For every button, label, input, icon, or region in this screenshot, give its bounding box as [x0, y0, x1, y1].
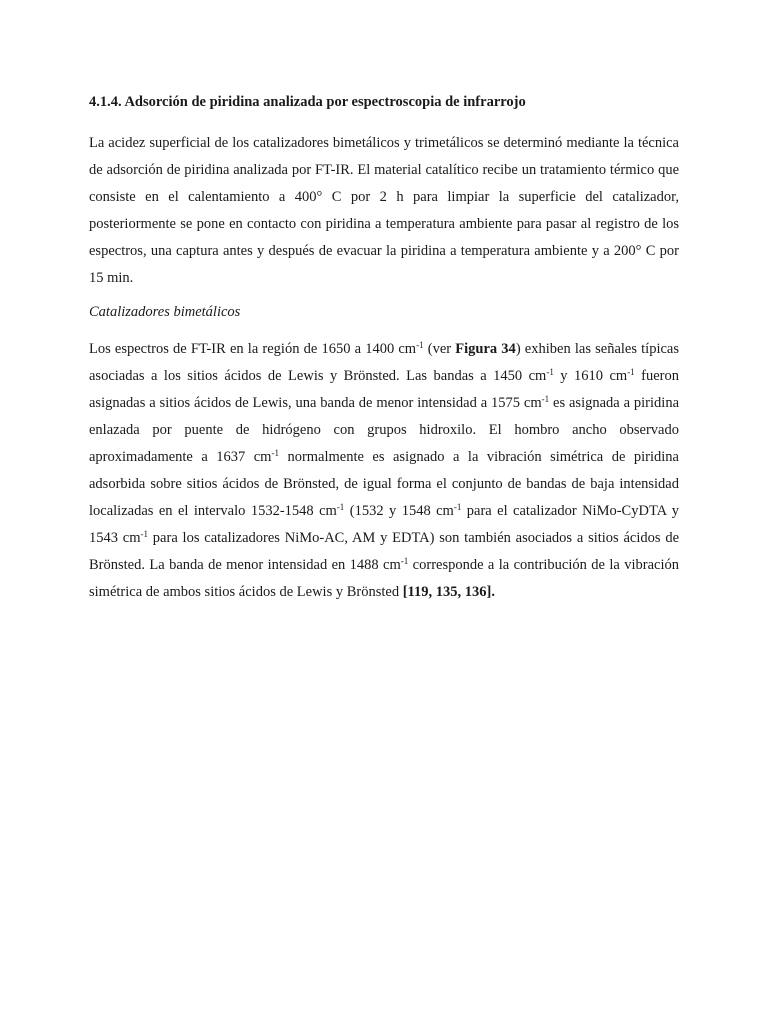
body-text-8: (1532 y 1548 cm: [344, 503, 454, 519]
superscript: -1: [546, 367, 554, 377]
intro-paragraph: La acidez superficial de los catalizadores bimetálicos y trimetálicos se determinó mediante la técnica de adsorción de piridina analizada por FT-IR. El material catalítico recibe un tratamiento térmico que consiste en el calentamiento a 400° C por 2 h para limpiar la superficie del catalizador, posteriormente se pone en contacto con piridina a temperatura ambiente para pasar al registro de los espectros, una captura antes y después de evacuar la piridina a temperatura ambiente y a 200° C por 15 min.: [89, 135, 679, 286]
body-text-1: Los espectros de FT-IR en la región de 1650 a 1400 cm: [89, 341, 417, 357]
section-heading: 4.1.4. Adsorción de piridina analizada por espectroscopia de infrarrojo: [89, 94, 526, 110]
body-text-5: fueron asignadas a sitios ácidos de Lewis, una banda de menor intensidad a 1575 cm: [89, 368, 679, 411]
superscript: -1: [140, 529, 149, 539]
superscript: -1: [336, 502, 345, 512]
body-text-11: corresponde a la contribución de la vibración simétrica de ambos sitios ácidos de Lewis y Brönsted: [89, 557, 679, 600]
subsection-heading: Catalizadores bimetálicos: [89, 304, 241, 320]
document-page: [89, 92, 679, 616]
body-text-6: es asignada a piridina enlazada por puente de hidrógeno con grupos hidroxilo. El hombro ancho observado aproximadamente a 1637 cm: [89, 395, 680, 465]
body-text-4: y 1610 cm: [553, 368, 628, 384]
superscript: -1: [541, 394, 550, 404]
body-paragraph: [89, 336, 679, 606]
superscript: -1: [453, 502, 462, 512]
body-text-7: normalmente es asignado a la vibración simétrica de piridina adsorbida sobre sitios ácidos de Brönsted, de igual forma el conjunto de bandas de baja intensidad localizadas en el intervalo 1532-1548 cm: [89, 449, 679, 519]
body-text-2: (ver: [423, 341, 456, 357]
body-text-9: para el catalizador NiMo-CyDTA y 1543 cm: [89, 503, 679, 546]
superscript: -1: [271, 448, 279, 458]
figure-reference: Figura 34: [455, 341, 516, 357]
superscript: -1: [400, 556, 409, 566]
citation: [119, 135, 136]: [402, 584, 492, 600]
superscript: -1: [416, 340, 424, 350]
body-text-10: para los catalizadores NiMo-AC, AM y EDTA) son también asociados a sitios ácidos de Brönsted. La banda de menor intensidad en 1488 cm: [89, 530, 679, 573]
citation-period: .: [491, 584, 495, 600]
body-text-3: ) exhiben las señales típicas asociadas a los sitios ácidos de Lewis y Brönsted. Las bandas a 1450 cm: [89, 341, 680, 384]
superscript: -1: [627, 367, 635, 377]
